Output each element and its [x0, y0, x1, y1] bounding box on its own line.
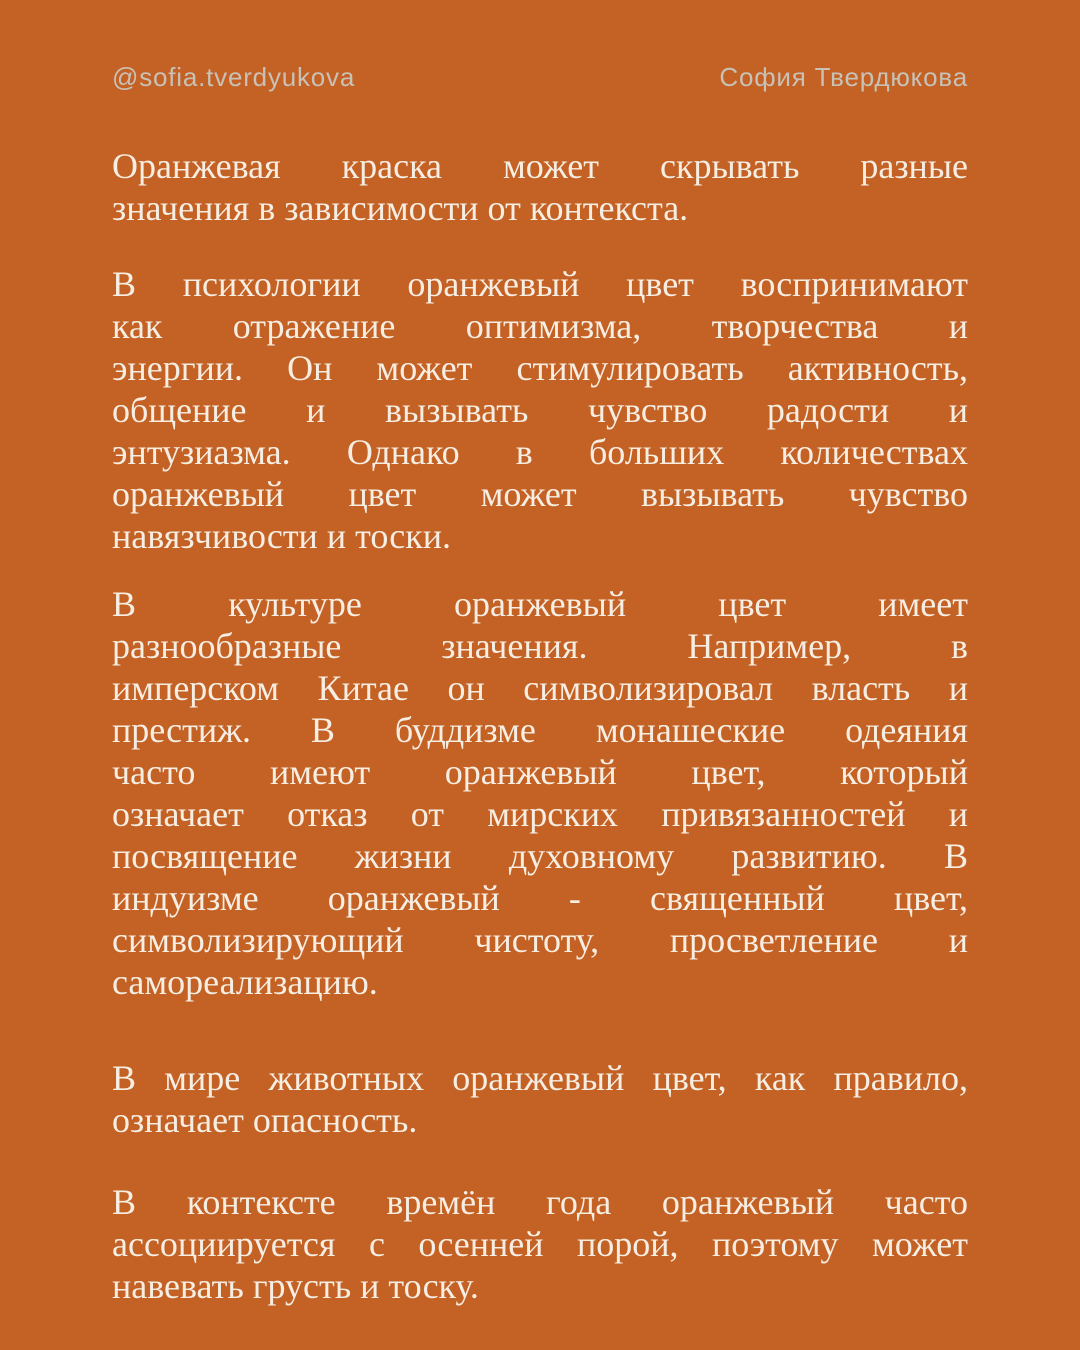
text-line: имперском Китае он символизировал власть и: [112, 668, 968, 708]
text-line: навевать грусть и тоску.: [112, 1266, 479, 1306]
paragraph: [112, 583, 968, 1003]
text-line: разнообразные значения. Например, в: [112, 626, 968, 666]
paragraph: [112, 145, 968, 229]
text-line: посвящение жизни духовному развитию. В: [112, 836, 968, 876]
post-header: [0, 0, 1080, 93]
text-line: навязчивости и тоски.: [112, 516, 451, 556]
text-line: оранжевый цвет может вызывать чувство: [112, 474, 968, 514]
author-name: София Твердюкова: [719, 62, 968, 92]
author-handle: @sofia.tverdyukova: [112, 62, 356, 92]
text-line: энергии. Он может стимулировать активность,: [112, 348, 968, 388]
text-line: значения в зависимости от контекста.: [112, 188, 689, 228]
text-line: В культуре оранжевый цвет имеет: [112, 584, 968, 624]
text-line: В мире животных оранжевый цвет, как правило,: [112, 1058, 968, 1098]
text-line: В контексте времён года оранжевый часто: [112, 1182, 968, 1222]
paragraph: [112, 1181, 968, 1307]
text-line: самореализацию.: [112, 962, 378, 1002]
post-body: [0, 93, 1080, 1307]
text-line: В психологии оранжевый цвет воспринимают: [112, 264, 968, 304]
text-line: ассоциируется с осенней порой, поэтому может: [112, 1224, 968, 1264]
text-line: индуизме оранжевый - священный цвет,: [112, 878, 968, 918]
text-line: символизирующий чистоту, просветление и: [112, 920, 968, 960]
text-line: энтузиазма. Однако в больших количествах: [112, 432, 968, 472]
text-line: означает опасность.: [112, 1100, 418, 1140]
text-line: Оранжевая краска может скрывать разные: [112, 146, 968, 186]
text-line: означает отказ от мирских привязанностей и: [112, 794, 968, 834]
text-line: как отражение оптимизма, творчества и: [112, 306, 968, 346]
text-line: часто имеют оранжевый цвет, который: [112, 752, 968, 792]
paragraph: [112, 263, 968, 557]
text-line: общение и вызывать чувство радости и: [112, 390, 968, 430]
text-line: престиж. В буддизме монашеские одеяния: [112, 710, 968, 750]
paragraph: [112, 1057, 968, 1141]
